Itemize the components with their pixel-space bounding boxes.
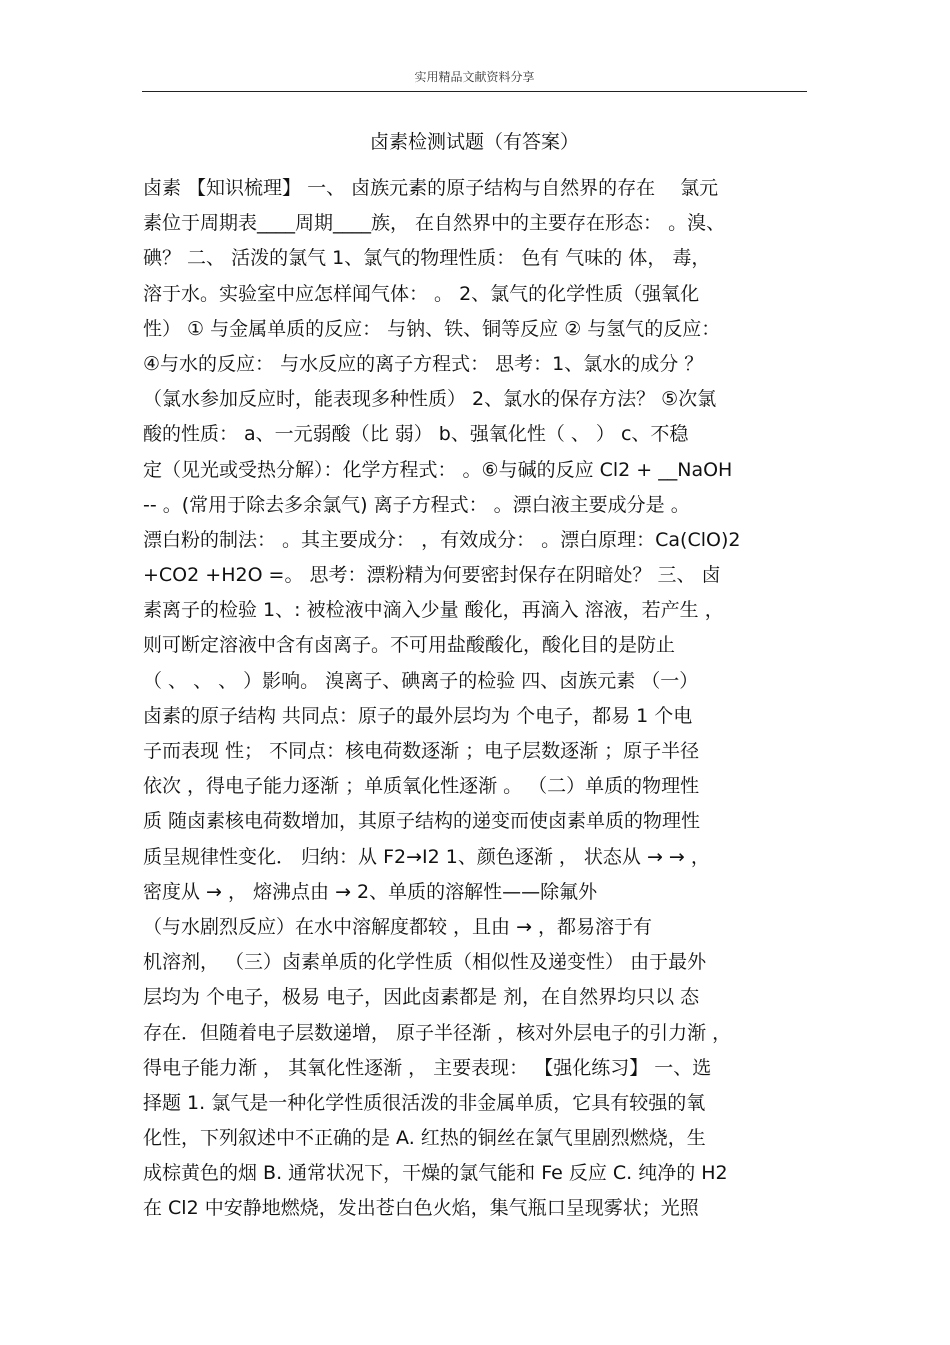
body-text-line: -- 。(常用于除去多余氯气) 离子方程式： 。漂白液主要成分是 。 [143,493,690,516]
body-text-line: +CO2 +H2O =。 思考：漂粉精为何要密封保存在阴暗处？ 三、 卤 [143,564,721,587]
body-text-line: ④与水的反应： 与水反应的离子方程式： 思考：1、氯水的成分 ？ [143,352,704,375]
body-text-line: 成棕黄色的烟 B. 通常状况下，干燥的氯气能和 Fe 反应 C. 纯净的 H2 [143,1162,728,1185]
body-text-line: 质 随卤素核电荷数增加，其原子结构的递变而使卤素单质的物理性 [143,810,701,833]
document-title: 卤素检测试题（有答案） [369,131,579,153]
body-text-line: （氯水参加反应时，能表现多种性质） 2、氯水的保存方法？ ⑤次氯 [143,388,717,411]
body-text-line: 依次 ，得电子能力逐渐 ；单质氧化性逐渐 。 （二）单质的物理性 [143,775,700,798]
body-text-line: 则可断定溶液中含有卤离子。不可用盐酸酸化，酸化目的是防止 [143,634,676,657]
body-text-line: 溶于水。实验室中应怎样闻气体： 。 2、氯气的化学性质（强氧化 [143,282,700,305]
body-text-line: （ 、 、 、 ）影响。 溴离子、碘离子的检验 四、卤族元素 （一） [143,669,699,692]
body-text-line: 机溶剂， （三）卤素单质的化学性质（相似性及递变性） 由于最外 [143,951,707,974]
body-text-line: 择题 1. 氯气是一种化学性质很活泼的非金属单质，它具有较强的氧 [143,1091,706,1114]
body-text-line: 密度从 → ， 熔沸点由 → 2、单质的溶解性——除氟外 [143,880,598,903]
header-divider [142,91,807,92]
body-text-line: 酸的性质： a、一元弱酸（比 弱） b、强氧化性（ 、 ） c、不稳 [143,423,689,446]
body-text-line: 性） ① 与金属单质的反应： 与钠、铁、铜等反应 ② 与氢气的反应： [143,317,721,340]
body-text-line: 存在．但随着电子层数递增， 原子半径渐 ，核对外层电子的引力渐 ， [143,1021,732,1044]
body-text-line: 碘？ 二、 活泼的氯气 1、氯气的物理性质： 色有 气味的 体， 毒， [143,247,711,270]
body-text-line: 子而表现 性； 不同点：核电荷数逐渐 ；电子层数逐渐 ；原子半径 [143,740,700,762]
page-header: 实用精品文献资料分享 [414,70,535,84]
body-text-line: 素离子的检验 1、: 被检液中滴入少量 酸化，再滴入 溶液，若产生 ， [143,599,724,622]
body-text-line: 素位于周期表____周期____族， 在自然界中的主要存在形态： 。溴、 [143,212,726,235]
body-text-line: 在 Cl2 中安静地燃烧，发出苍白色火焰，集气瓶口呈现雾状；光照 [143,1197,699,1220]
body-text-line: 层均为 个电子，极易 电子，因此卤素都是 剂，在自然界均只以 态 [143,986,700,1009]
body-text-line: 得电子能力渐 ， 其氧化性逐渐 ， 主要表现： 【强化练习】 一、选 [143,1056,712,1079]
body-text-line: 卤素的原子结构 共同点：原子的最外层均为 个电子，都易 1 个电 [143,704,693,727]
body-text-line: 卤素 【知识梳理】 一、 卤族元素的原子结构与自然界的存在 氯元 [143,177,719,199]
document-body [143,171,843,1227]
body-text-line: （与水剧烈反应）在水中溶解度都较 ，且由 → ，都易溶于有 [143,915,653,938]
body-text-line: 质呈规律性变化． 归纳：从 F2→I2 1、颜色逐渐 ， 状态从 → → ， [143,845,710,868]
body-text-line: 定（见光或受热分解）：化学方程式： 。⑥与碱的反应 Cl2 + __NaOH [143,458,733,481]
body-text-line: 化性，下列叙述中不正确的是 A. 红热的铜丝在氯气里剧烈燃烧，生 [143,1127,706,1150]
body-text-line: 漂白粉的制法： 。其主要成分： ，有效成分： 。漂白原理：Ca(ClO)2 [143,528,741,551]
